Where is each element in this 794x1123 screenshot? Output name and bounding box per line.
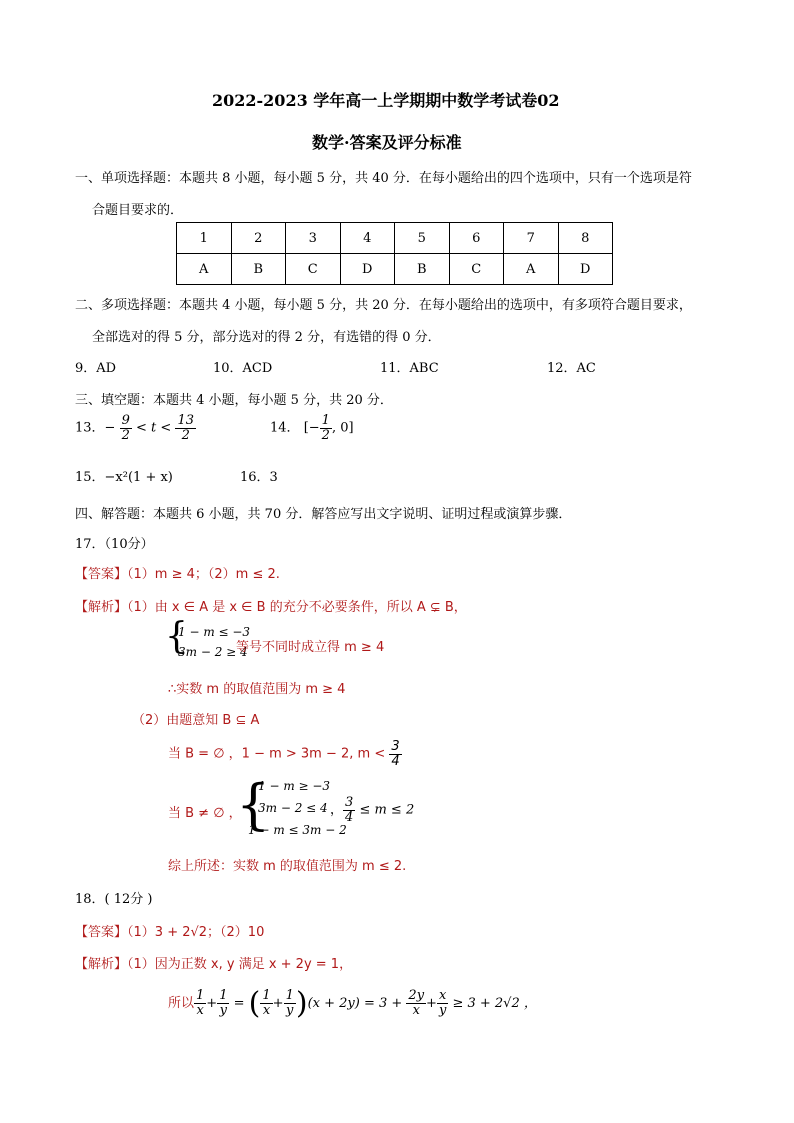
- denominator: y: [286, 1003, 294, 1018]
- system-condition: 等号不同时成立得 m ≥ 4: [236, 640, 385, 655]
- numerator: 1: [219, 988, 228, 1004]
- denominator: 2: [181, 427, 190, 443]
- answer-tag: 【答案】: [75, 925, 128, 940]
- answer-q9: 9．AD: [75, 361, 117, 376]
- denominator: x: [262, 1003, 271, 1018]
- q17-case2-prefix: 当 B ≠ ∅ ，: [168, 806, 242, 821]
- q13-label: 13．: [75, 420, 105, 436]
- numerator: 13: [177, 413, 194, 428]
- section4-intro: 四、解答题：本题共 6 小题，共 70 分．解答应写出文字说明、证明过程或演算步骤．: [75, 507, 572, 522]
- case2-fraction: [343, 796, 355, 824]
- q17-part1-conclusion: ∴实数 m 的取值范围为 m ≥ 4: [168, 682, 346, 697]
- plus: +: [426, 996, 437, 1011]
- answer-tag: 【答案】: [75, 567, 128, 582]
- q14-open: [−: [303, 420, 320, 436]
- fraction: [260, 989, 272, 1017]
- q17-case1: [168, 740, 402, 768]
- numerator: 2y: [408, 988, 425, 1004]
- analysis-tag: 【解析】: [75, 957, 128, 972]
- denominator: 4: [391, 753, 400, 769]
- numerator: 3: [391, 739, 400, 754]
- q14-label: 14．: [270, 420, 300, 436]
- denominator: 4: [345, 809, 354, 825]
- page-title: 2022-2023 学年高一上学期期中数学考试卷02: [212, 91, 560, 110]
- answer-q13: [75, 414, 196, 442]
- section2-intro-line2: 全部选对的得 5 分，部分选对的得 2 分，有选错的得 0 分．: [92, 330, 441, 345]
- fraction: [194, 989, 206, 1017]
- table-cell: 2: [231, 223, 286, 254]
- system-row: 3m − 2 ≥ 4: [178, 645, 248, 659]
- table-cell: D: [558, 254, 613, 285]
- numerator: 1: [321, 413, 330, 428]
- table-cell: D: [340, 254, 395, 285]
- denominator: 2: [121, 427, 130, 443]
- table-cell: 3: [286, 223, 341, 254]
- answer-table: [176, 222, 613, 285]
- plus: +: [206, 996, 218, 1011]
- denominator: y: [219, 1003, 228, 1018]
- q17-answer: [75, 563, 280, 582]
- section1-intro-line2: 合题目要求的．: [92, 203, 184, 218]
- numerator: 1: [196, 988, 205, 1004]
- table-cell: 4: [340, 223, 395, 254]
- section2-intro-line1: 二、多项选择题：本题共 4 小题，每小题 5 分，共 20 分．在每小题给出的选项中，有多项符合题目要求，: [75, 298, 692, 313]
- answer-q10: 10．ACD: [213, 361, 273, 376]
- equals: =: [233, 996, 245, 1011]
- numerator: x: [437, 989, 448, 1004]
- close-paren: ): [295, 986, 308, 1021]
- answer-q16: 16．3: [240, 470, 278, 485]
- q17-summary: 综上所述：实数 m 的取值范围为 m ≤ 2.: [168, 859, 407, 874]
- denominator: x: [196, 1003, 204, 1018]
- answer-text: （1）3 + 2√2；（2）10: [127, 925, 265, 940]
- system-row: 1 − m ≥ −3: [258, 779, 331, 793]
- q17-case2-result: [330, 796, 414, 824]
- q18-analysis: [75, 953, 352, 972]
- product-expr: (x + 2y) = 3 +: [307, 996, 403, 1011]
- section1-intro-line1: 一、单项选择题：本题共 8 小题，每小题 5 分，共 40 分．在每小题给出的四个选项中，只有一个选项是符: [75, 171, 692, 186]
- q13-fraction-left: [120, 414, 132, 442]
- answer-q11: 11．ABC: [380, 361, 439, 376]
- denominator: 2: [321, 427, 330, 443]
- inequality-tail: ≥ 3 + 2√2 ，: [452, 996, 537, 1011]
- analysis-line: （1）因为正数 x, y 满足 x + 2y = 1，: [127, 957, 353, 972]
- table-row-numbers: [177, 223, 613, 254]
- case1-text: 当 B = ∅ ，1 − m > 3m − 2, m <: [168, 746, 386, 762]
- table-cell: 8: [558, 223, 613, 254]
- numerator: 1: [285, 988, 294, 1004]
- system-row: 1 − m ≤ 3m − 2: [248, 823, 347, 837]
- denominator: x: [412, 1003, 420, 1018]
- fraction: [217, 989, 229, 1017]
- table-cell: 1: [177, 223, 232, 254]
- answer-q12: 12．AC: [547, 361, 596, 376]
- answer-q14: [270, 414, 354, 442]
- open-paren: (: [248, 986, 261, 1021]
- analysis-line: （1）由 x ∈ A 是 x ∈ B 的充分不必要条件，所以 A ⊊ B，: [127, 600, 467, 615]
- fraction: [406, 989, 426, 1017]
- denominator: y: [438, 1003, 447, 1018]
- case2-comma: ，: [330, 802, 344, 818]
- q13-fraction-right: [175, 414, 196, 442]
- q18-derivation: [168, 986, 537, 1021]
- table-cell: B: [395, 254, 450, 285]
- numerator: 3: [345, 795, 354, 810]
- q13-minus: −: [104, 420, 116, 436]
- answer-q15: 15．−x²(1 + x): [75, 470, 173, 485]
- table-cell: 7: [504, 223, 559, 254]
- table-cell: A: [504, 254, 559, 285]
- q13-inequality: < t <: [136, 420, 172, 436]
- plus: +: [272, 996, 284, 1011]
- table-cell: A: [177, 254, 232, 285]
- system-row: 3m − 2 ≤ 4: [258, 801, 328, 815]
- table-cell: B: [231, 254, 286, 285]
- case1-fraction: [389, 740, 401, 768]
- system-row: 1 − m ≤ −3: [178, 625, 251, 639]
- table-cell: C: [286, 254, 341, 285]
- q14-fraction: [320, 414, 332, 442]
- answer-text: （1）m ≥ 4；（2）m ≤ 2.: [127, 567, 280, 582]
- fraction: [437, 989, 448, 1017]
- q17-heading: 17．（10分）: [75, 537, 154, 552]
- numerator: 9: [121, 413, 130, 428]
- table-cell: 6: [449, 223, 504, 254]
- case2-range: ≤ m ≤ 2: [359, 802, 415, 818]
- q18-answer: [75, 921, 264, 940]
- page-subtitle: 数学·答案及评分标准: [312, 133, 462, 152]
- fraction: [284, 989, 296, 1017]
- left-brace: {: [165, 616, 188, 657]
- analysis-tag: 【解析】: [75, 600, 128, 615]
- section3-intro: 三、填空题：本题共 4 小题，每小题 5 分，共 20 分．: [75, 393, 393, 408]
- q17-part2-line: （2）由题意知 B ⊆ A: [132, 713, 260, 728]
- q14-close: , 0]: [331, 420, 354, 436]
- table-cell: 5: [395, 223, 450, 254]
- q18-heading: 18．( 12分 ): [75, 892, 153, 907]
- table-row-answers: [177, 254, 613, 285]
- table-cell: C: [449, 254, 504, 285]
- derivation-prefix: 所以: [168, 996, 195, 1011]
- numerator: 1: [262, 988, 271, 1004]
- left-brace: {: [236, 773, 271, 836]
- q17-analysis: [75, 596, 467, 615]
